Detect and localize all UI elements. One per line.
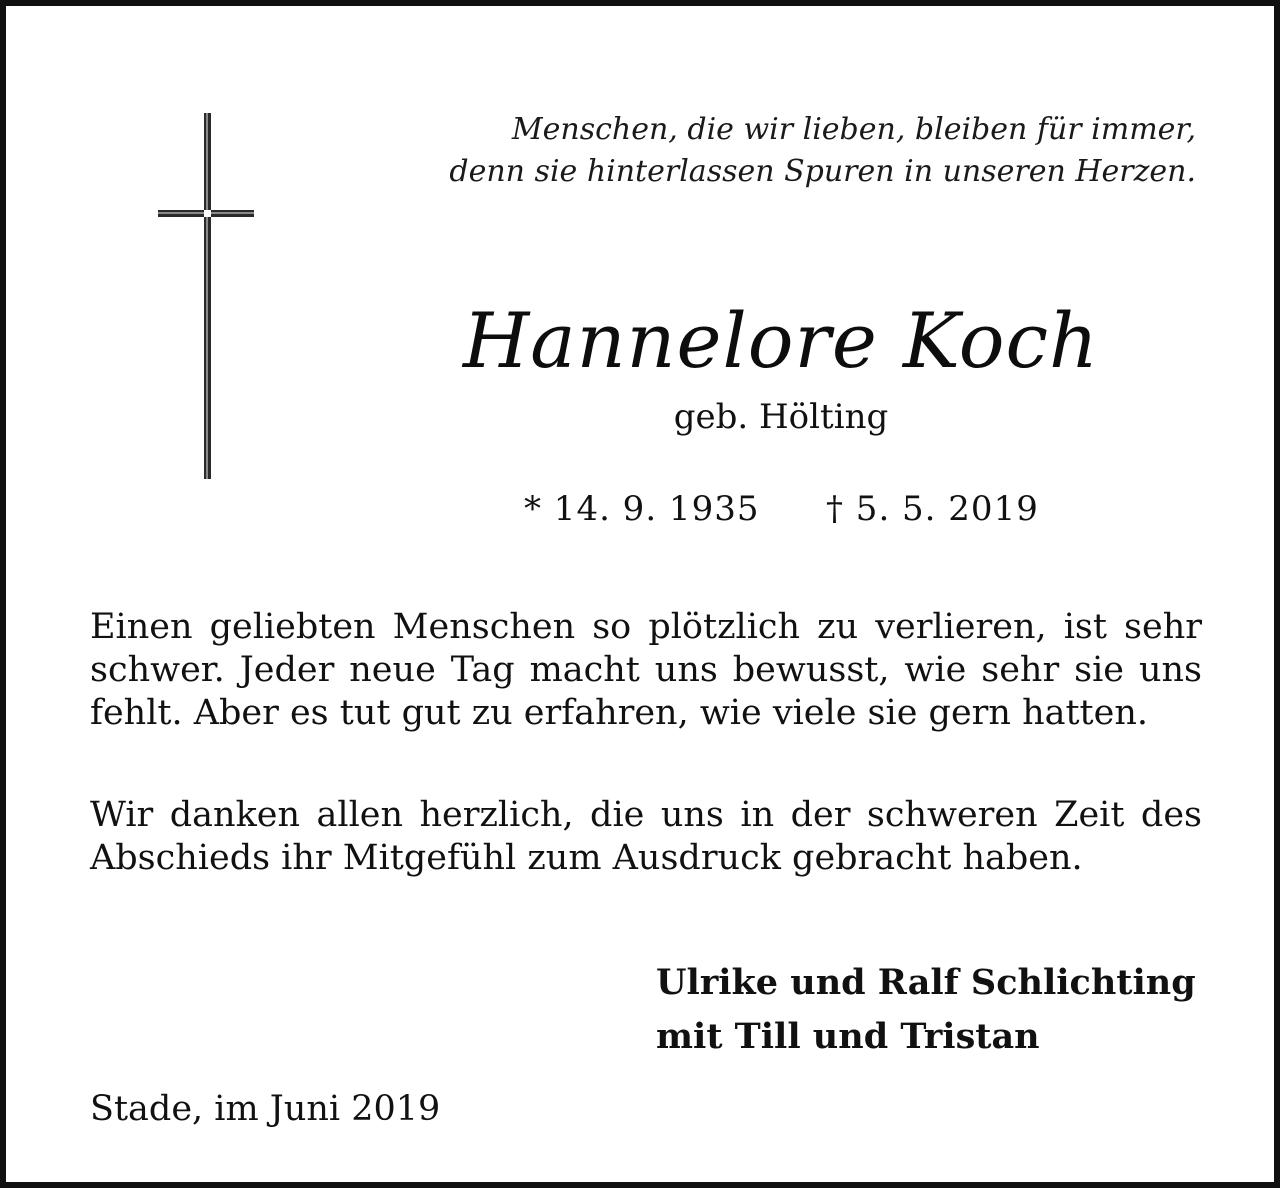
signer-line-2: mit Till und Tristan <box>656 1016 1040 1057</box>
motto-quote <box>336 109 1196 193</box>
signer-line-1: Ulrike und Ralf Schlichting <box>656 962 1196 1003</box>
cross-icon <box>6 6 306 506</box>
motto-line-1: Menschen, die wir lieben, bleiben für immer, <box>511 112 1196 147</box>
paragraph-thanks: Wir danken allen herzlich, die uns in der schweren Zeit des Abschieds ihr Mitgefühl zum Ausdruck gebracht haben. <box>90 795 1202 878</box>
paragraph-loss: Einen geliebten Menschen so plötzlich zu verlieren, ist sehr schwer. Jeder neue Tag macht uns bewusst, wie sehr sie uns fehlt. Aber es tut gut zu erfahren, wie viele sie gern hatten. <box>90 607 1202 733</box>
death-date: † 5. 5. 2019 <box>826 489 1039 529</box>
place-and-date: Stade, im Juni 2019 <box>90 1089 441 1129</box>
birth-date: * 14. 9. 1935 <box>524 489 760 529</box>
signers <box>656 956 1216 1064</box>
maiden-name: geb. Hölting <box>673 397 889 437</box>
motto-line-2: denn sie hinterlassen Spuren in unseren Herzen. <box>449 154 1196 189</box>
deceased-name: Hannelore Koch <box>463 296 1099 385</box>
